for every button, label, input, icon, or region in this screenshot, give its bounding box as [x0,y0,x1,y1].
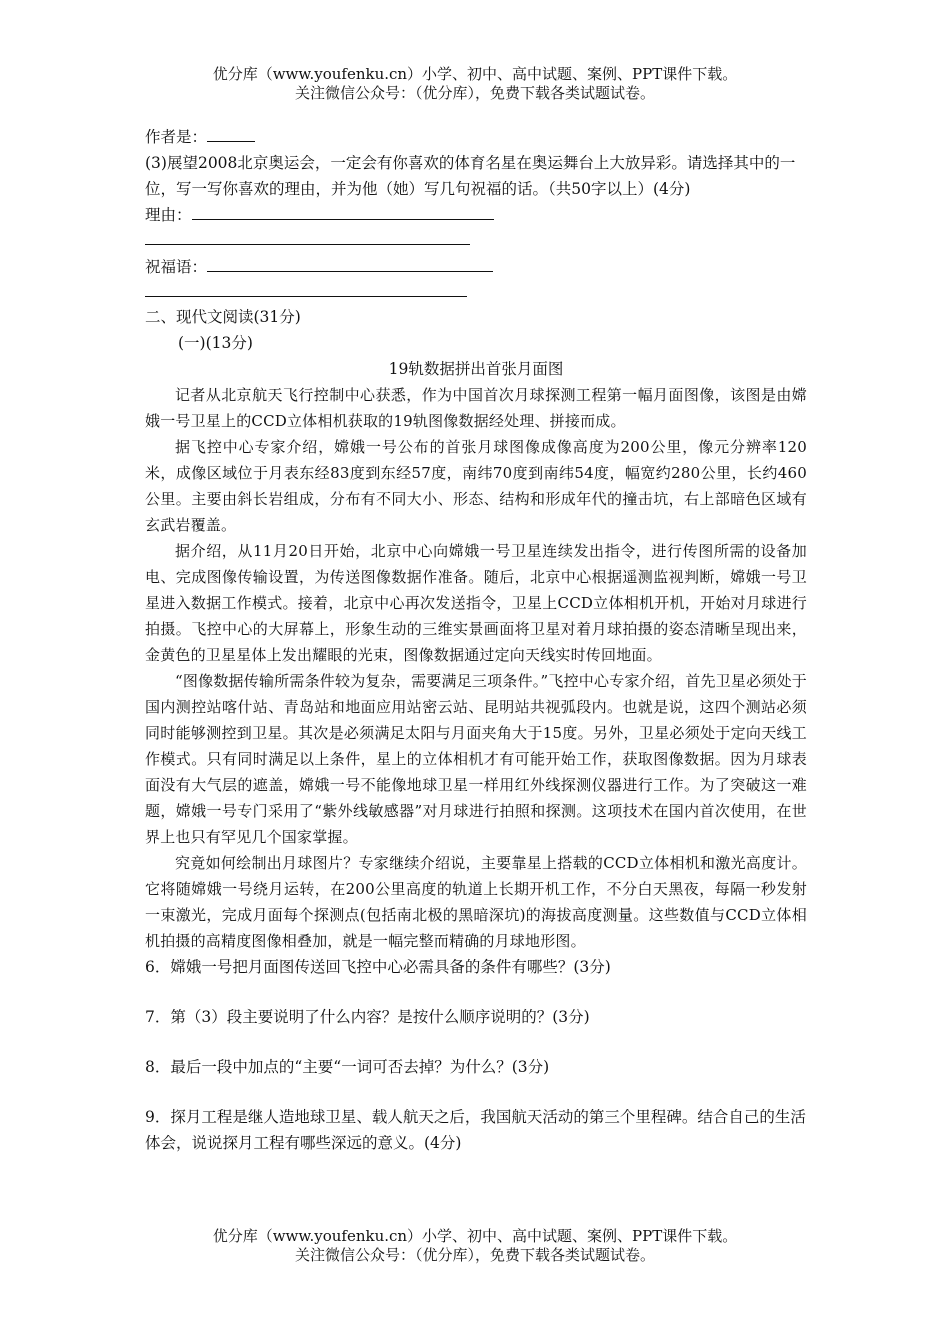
header-line-2: 关注微信公众号：（优分库），免费下载各类试题试卷。 [294,84,655,102]
reason-line [145,202,807,228]
blessing-line [145,254,807,280]
author-label: 作者是： [145,128,208,146]
article-title: 19轨数据拼出首张月面图 [388,360,564,378]
section-title: 二、现代文阅读(31分) [145,308,301,326]
reason-extra-line [145,228,470,245]
blessing-extra-line [145,280,467,297]
article-paragraph: 究竟如何绘制出月球图片？专家继续介绍说，主要靠星上搭载的CCD立体相机和激光高度计。它将随嫦娥一号绕月运转，在200公里高度的轨道上长期开机工作，不分白天黑夜，每隔一秒发射一束激光，完成月面每个探测点(包括南北极的黑暗深坑)的海拔高度测量。这些数值与CCD立体相机拍摄的高精度图像相叠加，就是一幅完整而精确的月球地形图。 [145,854,807,950]
question-3: (3)展望2008北京奥运会，一定会有你喜欢的体育名星在奥运舞台上大放异彩。请选择其中的一位，写一写你喜欢的理由，并为他（她）写几句祝福的话。（共50字以上）(4分) [145,154,796,198]
question-9: 9．探月工程是继人造地球卫星、载人航天之后，我国航天活动的第三个里程碑。结合自己的生活体会，说说探月工程有哪些深远的意义。(4分) [145,1108,806,1152]
author-blank [207,124,255,142]
reason-label: 理由： [145,206,192,224]
article-paragraph: 据飞控中心专家介绍，嫦娥一号公布的首张月球图像成像高度为200公里，像元分辨率120米，成像区域位于月表东经83度到东经57度，南纬70度到南纬54度，幅宽约280公里，长约460公里。主要由斜长岩组成，分布有不同大小、形态、结构和形成年代的撞击坑，右上部暗色区域有玄武岩覆盖。 [145,438,807,534]
article-paragraph: 记者从北京航天飞行控制中心获悉，作为中国首次月球探测工程第一幅月面图像，该图是由嫦娥一号卫星上的CCD立体相机获取的19轨图像数据经处理、拼接而成。 [145,386,807,430]
page-header [0,65,950,103]
document-body [145,124,807,1156]
footer-line-1: 优分库（www.youfenku.cn）小学、初中、高中试题、案例、PPT课件下载。 [212,1227,738,1245]
article-paragraph: 据介绍，从11月20日开始，北京中心向嫦娥一号卫星连续发出指令，进行传图所需的设备加电、完成图像传输设置，为传送图像数据作准备。随后，北京中心根据遥测监视判断，嫦娥一号卫星进入数据工作模式。接着，北京中心再次发送指令，卫星上CCD立体相机开机，开始对月球进行拍摄。飞控中心的大屏幕上，形象生动的三维实景画面将卫星对着月球拍摄的姿态清晰呈现出来，金黄色的卫星星体上发出耀眼的光束，图像数据通过定向天线实时传回地面。 [145,542,807,664]
footer-line-2: 关注微信公众号：（优分库），免费下载各类试题试卷。 [294,1246,655,1264]
article-paragraph: “图像数据传输所需条件较为复杂，需要满足三项条件。”飞控中心专家介绍，首先卫星必须处于国内测控站喀什站、青岛站和地面应用站密云站、昆明站共视弧段内。也就是说，这四个测站必须同时能够测控到卫星。其次是必须满足太阳与月面夹角大于15度。另外，卫星必须处于定向天线工作模式。只有同时满足以上条件，星上的立体相机才有可能开始工作，获取图像数据。因为月球表面没有大气层的遮盖，嫦娥一号不能像地球卫星一样用红外线探测仪器进行工作。为了突破这一难题，嫦娥一号专门采用了“紫外线敏感器”对月球进行拍照和探测。这项技术在国内首次使用，在世界上也只有罕见几个国家掌握。 [145,672,807,846]
question-7: 7．第（3）段主要说明了什么内容？是按什么顺序说明的？(3分) [145,1008,590,1026]
question-8: 8．最后一段中加点的“主要“一词可否去掉？为什么？(3分) [145,1058,550,1076]
blessing-label: 祝福语： [145,258,208,276]
blessing-blank [207,254,493,272]
author-line [145,124,807,150]
header-line-1: 优分库（www.youfenku.cn）小学、初中、高中试题、案例、PPT课件下载。 [212,65,738,83]
question-6: 6．嫦娥一号把月面图传送回飞控中心必需具备的条件有哪些？(3分) [145,958,611,976]
page-footer [0,1227,950,1265]
reason-blank [192,202,494,220]
subsection-title: (一)(13分) [178,334,253,352]
